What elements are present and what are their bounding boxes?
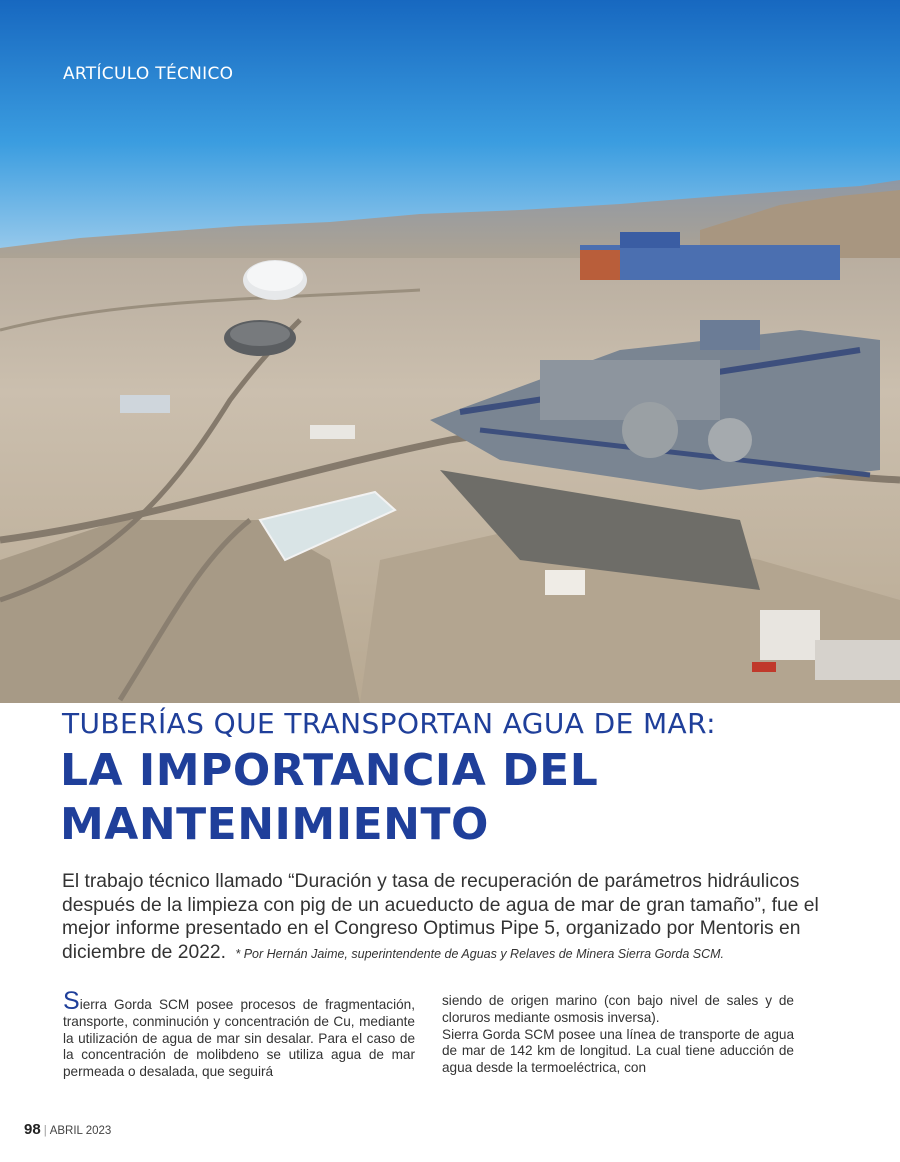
body-text: ierra Gorda SCM posee procesos de fragmentación, transporte, conminución y concentración de Cu, mediante la utilización de agua de mar sin desalar. Para el caso de la concentración de molibdeno se utiliza agua de mar permeada o desalada, que seguirá — [63, 997, 415, 1080]
section-label: ARTÍCULO TÉCNICO — [63, 64, 234, 84]
drop-cap: S — [63, 987, 80, 1015]
body-paragraph: siendo de origen marino (con bajo nivel de sales y de cloruros mediante osmosis inversa). — [442, 993, 794, 1025]
article-lead — [62, 870, 872, 966]
issue-date: ABRIL 2023 — [49, 1125, 112, 1137]
footer-separator: | — [43, 1125, 47, 1137]
page-number: 98 — [24, 1121, 41, 1138]
author-byline: * Por Hernán Jaime, superintendente de Aguas y Relaves de Minera Sierra Gorda SCM. — [235, 946, 725, 961]
body-paragraph: Sierra Gorda SCM posee una línea de transporte de agua de mar de 142 km de longitud. La cual tiene aducción de agua desde la termoeléctrica, con — [442, 1026, 794, 1076]
article-headline: LA IMPORTANCIA DEL MANTENIMIENTO — [60, 745, 599, 850]
page-footer — [24, 1121, 111, 1138]
lead-text: El trabajo técnico llamado “Duración y tasa de recuperación de parámetros hidráulicos después de la limpieza con pig de un acueducto de agua de mar de gran tamaño”, fue el mejor informe presentado en el Congreso Optimus Pipe 5, organizado por Mentoris en diciembre de 2022. — [62, 871, 819, 963]
body-column-right — [442, 993, 794, 1077]
article-kicker: TUBERÍAS QUE TRANSPORTAN AGUA DE MAR: — [62, 707, 716, 740]
body-paragraph — [63, 987, 415, 1081]
body-column-left — [63, 987, 415, 1081]
